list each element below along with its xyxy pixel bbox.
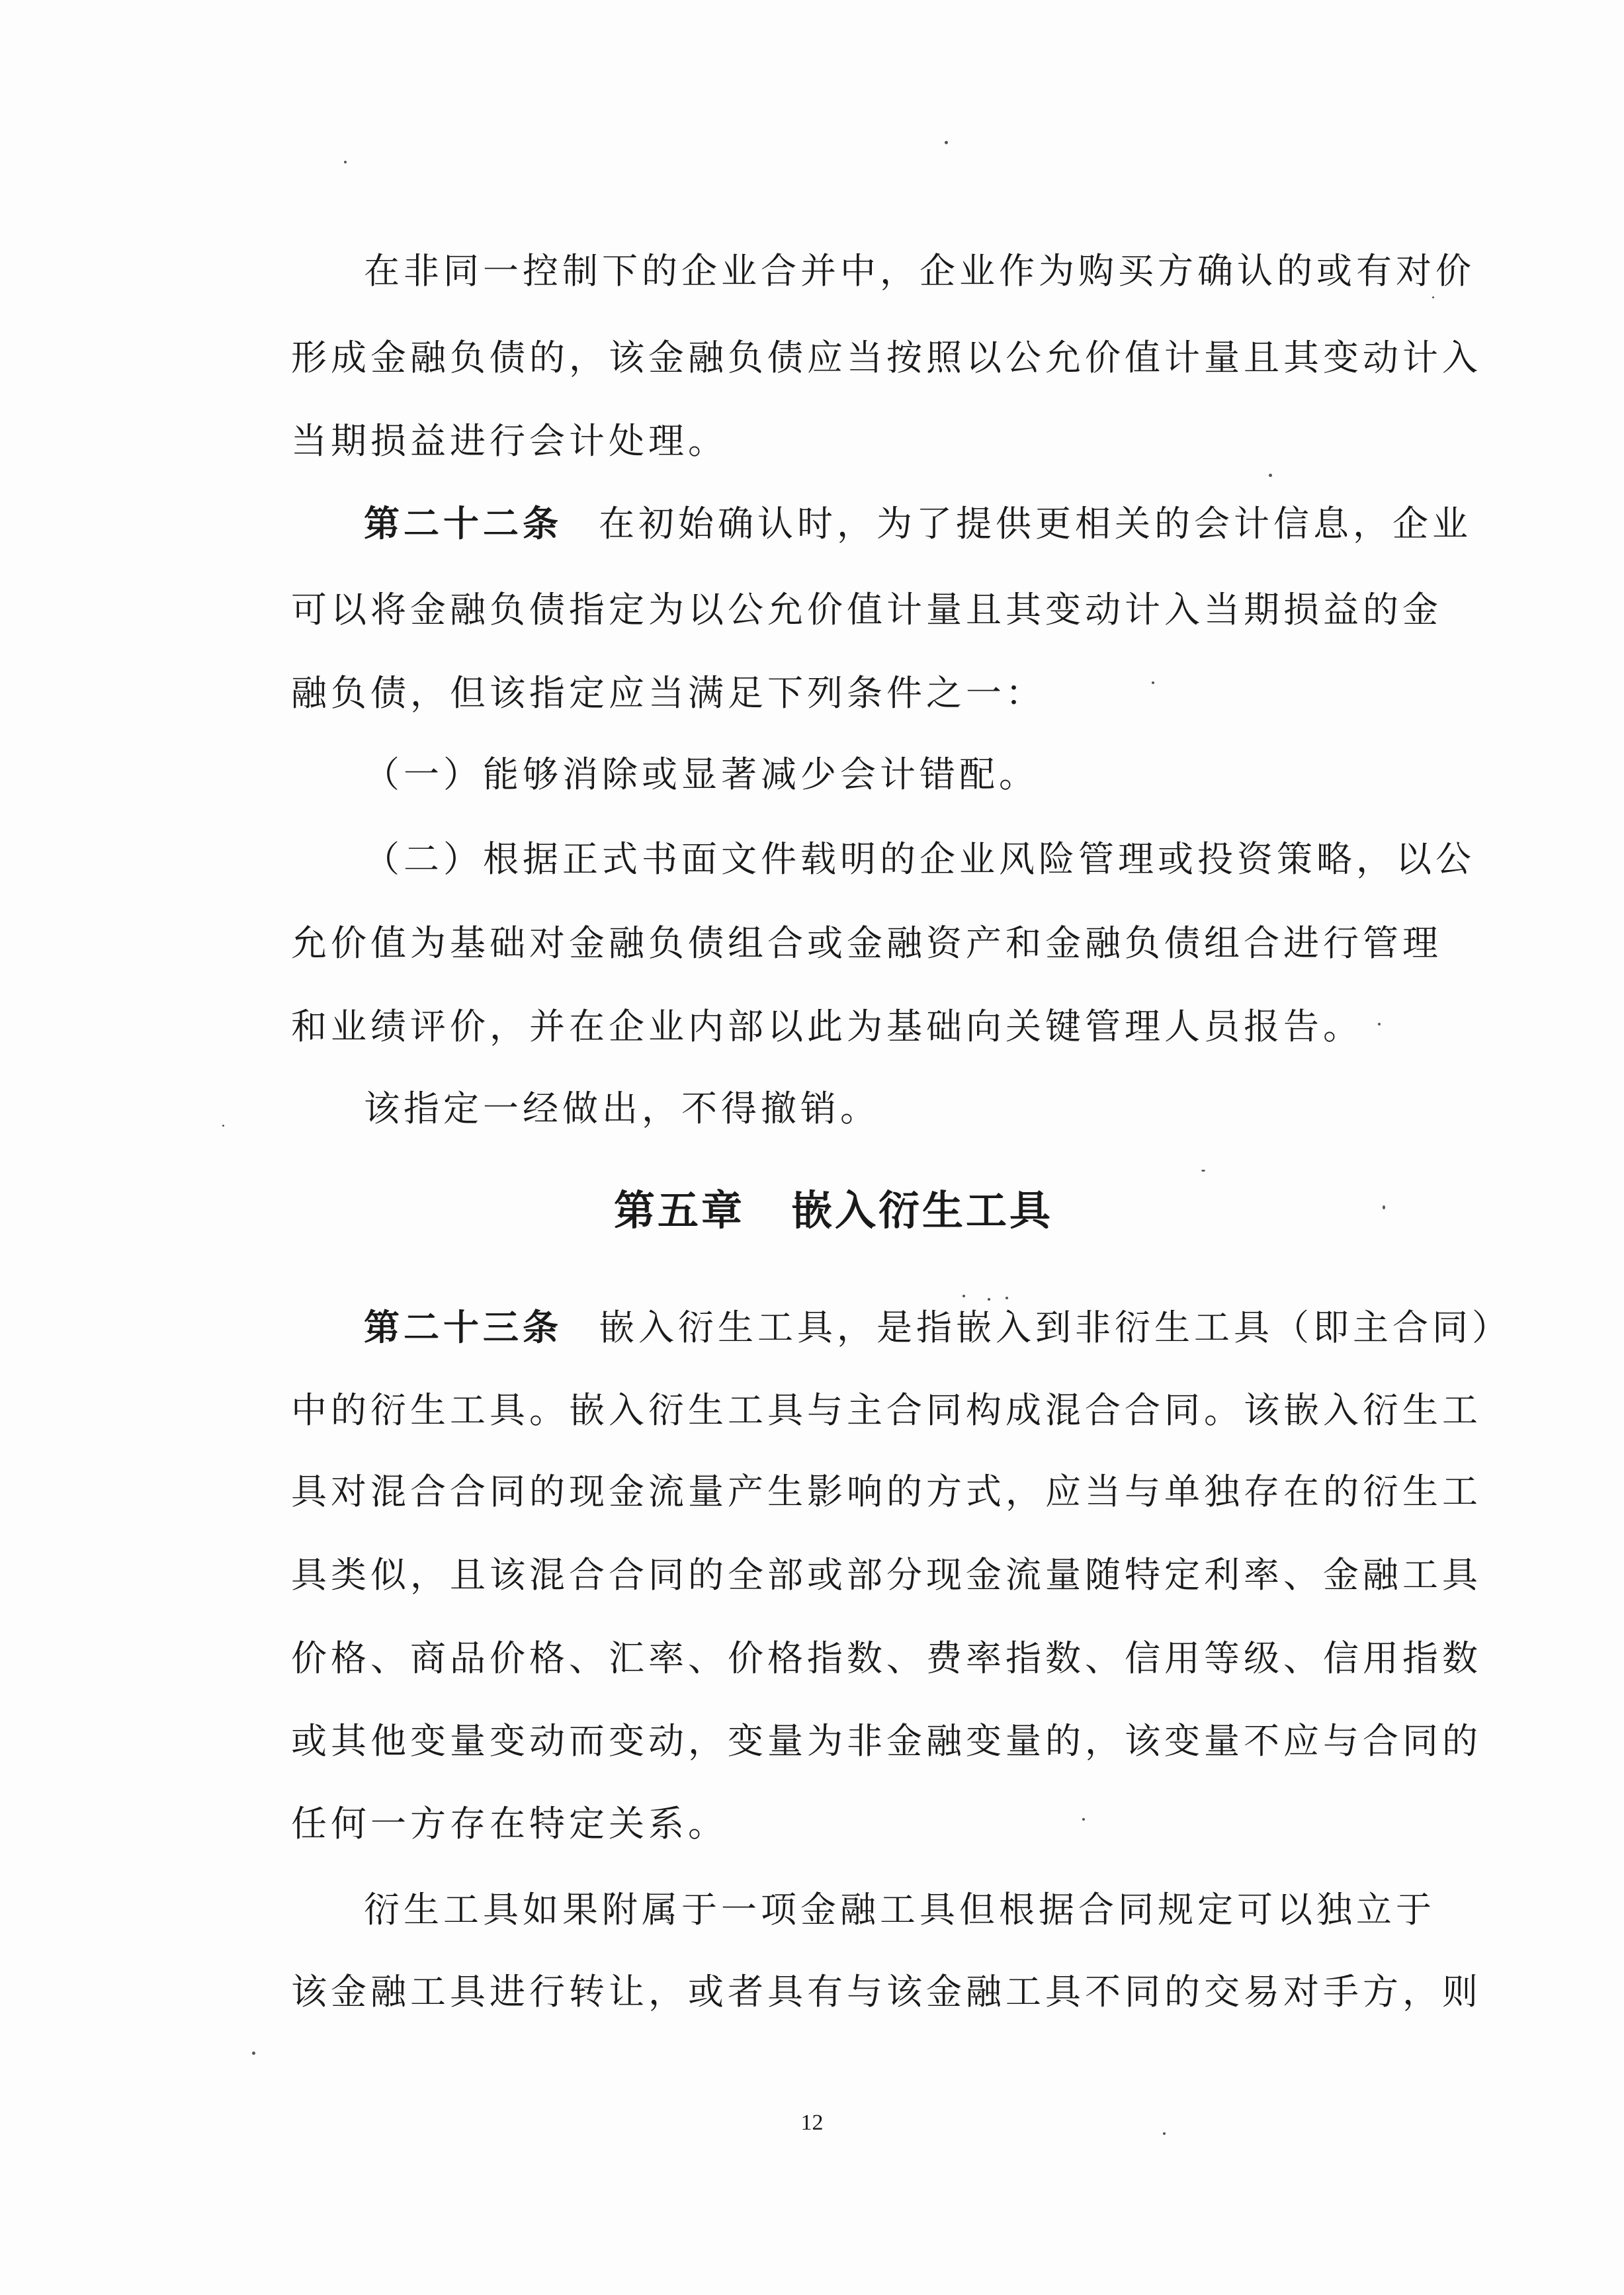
article-22-label: 第二十二条 <box>364 503 562 544</box>
scan-speck <box>1005 1297 1008 1299</box>
paragraph-line: 该指定一经做出，不得撤销。 <box>364 1088 880 1129</box>
scan-speck <box>1201 1170 1205 1172</box>
chapter-number: 第五章 <box>613 1186 745 1234</box>
chapter-name: 嵌入衍生工具 <box>791 1186 1054 1234</box>
list-item: （一）能够消除或显著减少会计错配。 <box>364 754 1039 795</box>
chapter-heading <box>291 1184 1376 1237</box>
paragraph-line: 任何一方存在特定关系。 <box>291 1803 728 1844</box>
scan-speck <box>1432 296 1434 298</box>
scan-speck <box>962 1295 965 1297</box>
paragraph-line: 当期损益进行会计处理。 <box>291 420 728 462</box>
paragraph-line: 该金融工具进行转让，或者具有与该金融工具不同的交易对手方，则 <box>291 1971 1482 2013</box>
paragraph-line: 衍生工具如果附属于一项金融工具但根据合同规定可以独立于 <box>364 1889 1435 1930</box>
paragraph-line: 具对混合合同的现金流量产生影响的方式，应当与单独存在的衍生工 <box>291 1471 1482 1512</box>
paragraph-line: 形成金融负债的，该金融负债应当按照以公允价值计量且其变动计入 <box>291 337 1482 378</box>
scan-speck <box>1082 1818 1085 1821</box>
scan-speck <box>1163 2132 1166 2135</box>
scan-speck <box>945 141 948 144</box>
scan-speck <box>1383 1205 1385 1209</box>
scan-speck <box>252 2052 255 2055</box>
paragraph-line: 嵌入衍生工具，是指嵌入到非衍生工具（即主合同） <box>599 1307 1512 1348</box>
paragraph-line: 具类似，且该混合合同的全部或部分现金流量随特定利率、金融工具 <box>291 1554 1482 1596</box>
list-item: （二）根据正式书面文件载明的企业风险管理或投资策略，以公 <box>364 838 1475 880</box>
paragraph-line: 和业绩评价，并在企业内部以此为基础向关键管理人员报告。 <box>291 1006 1363 1047</box>
scan-speck <box>1152 681 1154 684</box>
article-23-first-line <box>364 1305 1512 1351</box>
scan-speck <box>1378 1023 1381 1025</box>
paragraph-line: 允价值为基础对金融负债组合或金融资产和金融负债组合进行管理 <box>291 922 1442 964</box>
article-22-first-line <box>364 501 1472 547</box>
scan-speck <box>988 1298 990 1301</box>
paragraph-line: 在初始确认时，为了提供更相关的会计信息，企业 <box>599 503 1472 544</box>
scan-speck <box>344 161 347 163</box>
scan-speck <box>222 1125 224 1127</box>
paragraph-line: 或其他变量变动而变动，变量为非金融变量的，该变量不应与合同的 <box>291 1720 1482 1762</box>
paragraph-line: 价格、商品价格、汇率、价格指数、费率指数、信用等级、信用指数 <box>291 1637 1482 1679</box>
paragraph-line: 融负债，但该指定应当满足下列条件之一： <box>291 672 1045 714</box>
scan-speck <box>1269 474 1272 477</box>
paragraph-line: 在非同一控制下的企业合并中，企业作为购买方确认的或有对价 <box>364 250 1475 292</box>
article-23-label: 第二十三条 <box>364 1307 562 1348</box>
paragraph-line: 中的衍生工具。嵌入衍生工具与主合同构成混合合同。该嵌入衍生工 <box>291 1389 1482 1431</box>
paragraph-line: 可以将金融负债指定为以公允价值计量且其变动计入当期损益的金 <box>291 589 1442 630</box>
page-number: 12 <box>800 2110 824 2135</box>
